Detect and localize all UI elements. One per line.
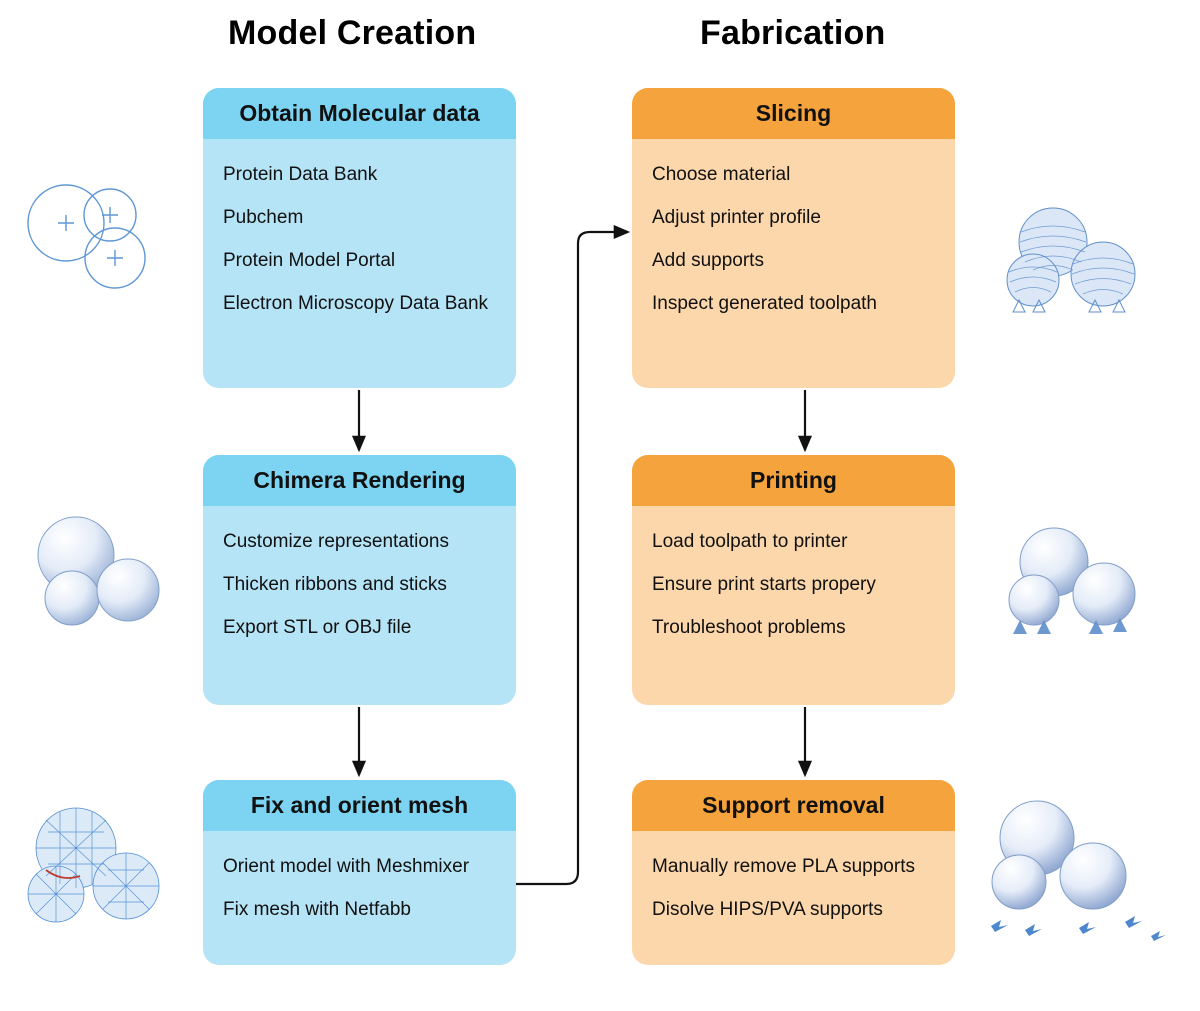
card-fix-and-orient-mesh[interactable]: [203, 780, 516, 965]
list-item: Manually remove PLA supports: [652, 856, 915, 877]
card-title: Support removal: [632, 780, 955, 831]
list-item: Pubchem: [223, 207, 304, 229]
column-title-fabrication: Fabrication: [700, 14, 886, 52]
mesh-spheres-icon: [18, 800, 178, 935]
list-item: Troubleshoot problems: [652, 617, 846, 639]
list-item: Customize representations: [223, 531, 449, 552]
card-chimera-rendering[interactable]: [203, 455, 516, 705]
sliced-spheres-icon: [995, 200, 1160, 330]
shaded-spheres-icon: [28, 510, 173, 635]
list-item: Orient model with Meshmixer: [223, 856, 470, 877]
list-item: Ensure print starts propery: [652, 574, 876, 596]
card-body: [203, 139, 516, 341]
list-item: Protein Data Bank: [223, 164, 378, 185]
card-body: [632, 506, 955, 665]
list-item: Load toolpath to printer: [652, 531, 848, 552]
card-title: Obtain Molecular data: [203, 88, 516, 139]
column-title-model-creation: Model Creation: [228, 14, 477, 52]
list-item: Disolve HIPS/PVA supports: [652, 899, 883, 921]
card-support-removal[interactable]: [632, 780, 955, 965]
list-item: Electron Microscopy Data Bank: [223, 293, 489, 315]
card-title: Chimera Rendering: [203, 455, 516, 506]
list-item: Adjust printer profile: [652, 207, 821, 229]
list-item: Fix mesh with Netfabb: [223, 899, 411, 921]
wireframe-spheres-icon: [18, 175, 168, 305]
card-obtain-molecular-data[interactable]: [203, 88, 516, 388]
list-item: Add supports: [652, 250, 764, 272]
card-body: [632, 831, 955, 947]
card-title: Slicing: [632, 88, 955, 139]
card-body: [203, 831, 516, 947]
card-body: [632, 139, 955, 341]
card-title: Fix and orient mesh: [203, 780, 516, 831]
list-item: Thicken ribbons and sticks: [223, 574, 447, 596]
printed-spheres-icon: [998, 520, 1158, 645]
list-item: Choose material: [652, 164, 791, 185]
list-item: Protein Model Portal: [223, 250, 396, 272]
list-item: Export STL or OBJ file: [223, 617, 412, 639]
arrow-fixmesh-to-slicing: [516, 232, 628, 884]
card-title: Printing: [632, 455, 955, 506]
card-printing[interactable]: [632, 455, 955, 705]
finished-spheres-icon: [975, 790, 1165, 950]
list-item: Inspect generated toolpath: [652, 293, 878, 315]
card-slicing[interactable]: [632, 88, 955, 388]
card-body: [203, 506, 516, 665]
